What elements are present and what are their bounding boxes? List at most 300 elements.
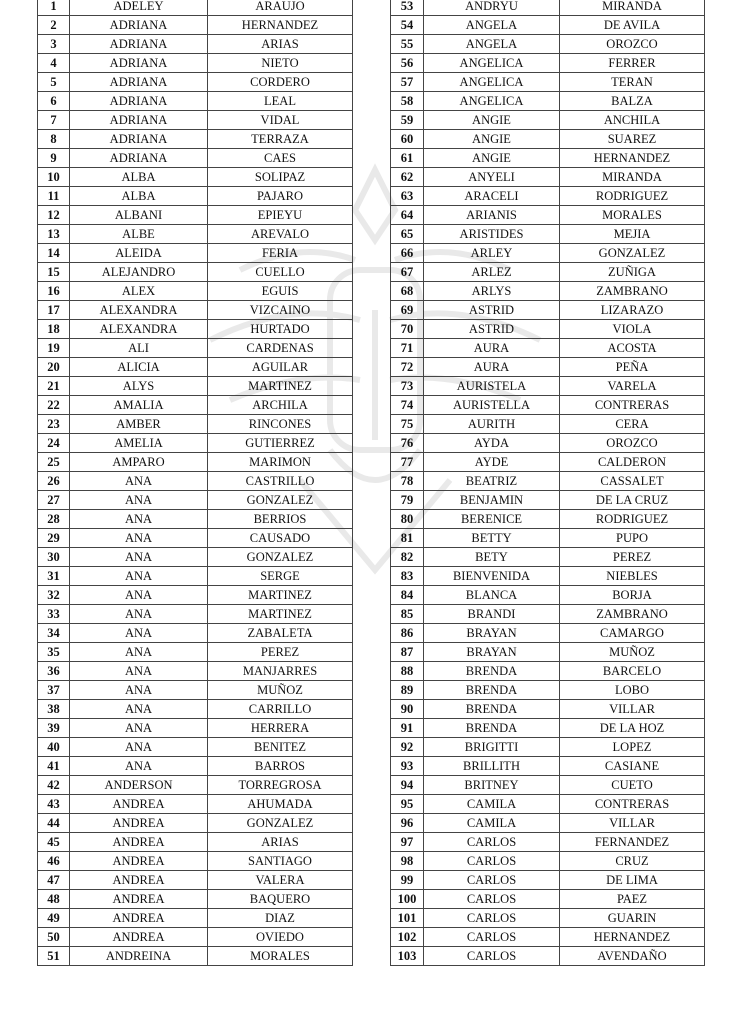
row-number: 37 (38, 681, 70, 700)
table-row (391, 757, 705, 776)
first-name-cell: ANGELA (424, 16, 560, 35)
table-row (391, 833, 705, 852)
last-name-cell: CERA (560, 415, 705, 434)
row-number: 39 (38, 719, 70, 738)
last-name-cell: BARROS (208, 757, 353, 776)
row-number: 21 (38, 377, 70, 396)
last-name-cell: MARTINEZ (208, 377, 353, 396)
last-name-cell: VIZCAINO (208, 301, 353, 320)
first-name-cell: BRENDA (424, 719, 560, 738)
table-row (38, 548, 353, 567)
last-name-cell: CAMARGO (560, 624, 705, 643)
table-row (391, 225, 705, 244)
last-name-cell: HERNANDEZ (560, 928, 705, 947)
last-name-cell: BENITEZ (208, 738, 353, 757)
last-name-cell: CARDENAS (208, 339, 353, 358)
first-name-cell: BETTY (424, 529, 560, 548)
row-number: 87 (391, 643, 424, 662)
first-name-cell: ANA (70, 662, 208, 681)
first-name-cell: ANGELA (424, 35, 560, 54)
last-name-cell: SERGE (208, 567, 353, 586)
table-row (38, 358, 353, 377)
row-number: 86 (391, 624, 424, 643)
first-name-cell: BENJAMIN (424, 491, 560, 510)
table-row (38, 282, 353, 301)
first-name-cell: AYDA (424, 434, 560, 453)
table-row (391, 947, 705, 966)
first-name-cell: ANA (70, 700, 208, 719)
last-name-cell: MUÑOZ (208, 681, 353, 700)
first-name-cell: ADRIANA (70, 16, 208, 35)
row-number: 2 (38, 16, 70, 35)
row-number: 22 (38, 396, 70, 415)
row-number: 41 (38, 757, 70, 776)
last-name-cell: CAES (208, 149, 353, 168)
row-number: 12 (38, 206, 70, 225)
row-number: 40 (38, 738, 70, 757)
row-number: 1 (38, 0, 70, 16)
table-row (391, 700, 705, 719)
table-row (391, 377, 705, 396)
row-number: 44 (38, 814, 70, 833)
table-row (38, 738, 353, 757)
first-name-cell: ALBA (70, 187, 208, 206)
first-name-cell: BRAYAN (424, 624, 560, 643)
last-name-cell: AGUILAR (208, 358, 353, 377)
row-number: 49 (38, 909, 70, 928)
last-name-cell: BALZA (560, 92, 705, 111)
last-name-cell: FERRER (560, 54, 705, 73)
row-number: 48 (38, 890, 70, 909)
row-number: 82 (391, 548, 424, 567)
row-number: 97 (391, 833, 424, 852)
table-row (391, 909, 705, 928)
table-row (38, 491, 353, 510)
first-name-cell: ANDREINA (70, 947, 208, 966)
last-name-cell: HERRERA (208, 719, 353, 738)
row-number: 55 (391, 35, 424, 54)
last-name-cell: RINCONES (208, 415, 353, 434)
last-name-cell: LOPEZ (560, 738, 705, 757)
first-name-cell: ALEIDA (70, 244, 208, 263)
first-name-cell: ANA (70, 567, 208, 586)
table-row (391, 890, 705, 909)
last-name-cell: DE LIMA (560, 871, 705, 890)
first-name-cell: ALBANI (70, 206, 208, 225)
table-row (38, 225, 353, 244)
last-name-cell: ARAUJO (208, 0, 353, 16)
first-name-cell: ANA (70, 510, 208, 529)
last-name-cell: ZAMBRANO (560, 282, 705, 301)
row-number: 25 (38, 453, 70, 472)
first-name-cell: CARLOS (424, 928, 560, 947)
table-row (38, 529, 353, 548)
row-number: 96 (391, 814, 424, 833)
row-number: 24 (38, 434, 70, 453)
first-name-cell: ARLYS (424, 282, 560, 301)
table-row (38, 833, 353, 852)
row-number: 60 (391, 130, 424, 149)
row-number: 16 (38, 282, 70, 301)
table-row (38, 73, 353, 92)
last-name-cell: LIZARAZO (560, 301, 705, 320)
last-name-cell: RODRIGUEZ (560, 187, 705, 206)
table-row (38, 301, 353, 320)
table-row (38, 662, 353, 681)
first-name-cell: BRITNEY (424, 776, 560, 795)
last-name-cell: PEREZ (208, 643, 353, 662)
table-row (38, 415, 353, 434)
row-number: 30 (38, 548, 70, 567)
last-name-cell: MANJARRES (208, 662, 353, 681)
last-name-cell: CONTRERAS (560, 795, 705, 814)
table-row (38, 928, 353, 947)
row-number: 11 (38, 187, 70, 206)
table-row (38, 35, 353, 54)
last-name-cell: CRUZ (560, 852, 705, 871)
row-number: 80 (391, 510, 424, 529)
table-row (38, 586, 353, 605)
row-number: 102 (391, 928, 424, 947)
table-row (391, 73, 705, 92)
first-name-cell: CARLOS (424, 947, 560, 966)
last-name-cell: CASTRILLO (208, 472, 353, 491)
last-name-cell: MEJIA (560, 225, 705, 244)
table-row (391, 206, 705, 225)
table-row (38, 244, 353, 263)
row-number: 29 (38, 529, 70, 548)
table-row (391, 415, 705, 434)
first-name-cell: ALEXANDRA (70, 301, 208, 320)
first-name-cell: ALBA (70, 168, 208, 187)
first-name-cell: ANGIE (424, 130, 560, 149)
first-name-cell: ARIANIS (424, 206, 560, 225)
table-row (38, 149, 353, 168)
row-number: 42 (38, 776, 70, 795)
row-number: 9 (38, 149, 70, 168)
last-name-cell: OVIEDO (208, 928, 353, 947)
last-name-cell: DE LA HOZ (560, 719, 705, 738)
table-row (391, 605, 705, 624)
row-number: 54 (391, 16, 424, 35)
first-name-cell: ALEXANDRA (70, 320, 208, 339)
last-name-cell: MARTINEZ (208, 586, 353, 605)
first-name-cell: ADRIANA (70, 35, 208, 54)
last-name-cell: LEAL (208, 92, 353, 111)
last-name-cell: CARRILLO (208, 700, 353, 719)
first-name-cell: BLANCA (424, 586, 560, 605)
table-row (38, 719, 353, 738)
last-name-cell: AHUMADA (208, 795, 353, 814)
first-name-cell: ANGIE (424, 111, 560, 130)
first-name-cell: AYDE (424, 453, 560, 472)
table-row (391, 624, 705, 643)
row-number: 15 (38, 263, 70, 282)
table-row (38, 757, 353, 776)
table-row (38, 909, 353, 928)
first-name-cell: ANDREA (70, 909, 208, 928)
table-row (391, 491, 705, 510)
table-row (391, 738, 705, 757)
row-number: 92 (391, 738, 424, 757)
first-name-cell: ANA (70, 586, 208, 605)
table-row (38, 54, 353, 73)
table-row (391, 244, 705, 263)
row-number: 17 (38, 301, 70, 320)
last-name-cell: MARIMON (208, 453, 353, 472)
row-number: 88 (391, 662, 424, 681)
row-number: 98 (391, 852, 424, 871)
table-row (391, 548, 705, 567)
table-row (38, 263, 353, 282)
first-name-cell: CARLOS (424, 871, 560, 890)
last-name-cell: CASSALET (560, 472, 705, 491)
last-name-cell: ANCHILA (560, 111, 705, 130)
row-number: 36 (38, 662, 70, 681)
first-name-cell: ARLEZ (424, 263, 560, 282)
first-name-cell: ALI (70, 339, 208, 358)
row-number: 10 (38, 168, 70, 187)
last-name-cell: CALDERON (560, 453, 705, 472)
first-name-cell: BETY (424, 548, 560, 567)
last-name-cell: BORJA (560, 586, 705, 605)
table-row (38, 567, 353, 586)
last-name-cell: CAUSADO (208, 529, 353, 548)
last-name-cell: SUAREZ (560, 130, 705, 149)
row-number: 23 (38, 415, 70, 434)
first-name-cell: ADRIANA (70, 73, 208, 92)
last-name-cell: MARTINEZ (208, 605, 353, 624)
row-number: 77 (391, 453, 424, 472)
last-name-cell: TORREGROSA (208, 776, 353, 795)
last-name-cell: ARCHILA (208, 396, 353, 415)
last-name-cell: VILLAR (560, 700, 705, 719)
last-name-cell: SOLIPAZ (208, 168, 353, 187)
table-row (38, 605, 353, 624)
table-row (38, 453, 353, 472)
table-row (391, 776, 705, 795)
table-row (391, 529, 705, 548)
last-name-cell: NIETO (208, 54, 353, 73)
first-name-cell: ANA (70, 643, 208, 662)
first-name-cell: ARLEY (424, 244, 560, 263)
table-row (38, 434, 353, 453)
row-number: 85 (391, 605, 424, 624)
last-name-cell: ZUÑIGA (560, 263, 705, 282)
row-number: 46 (38, 852, 70, 871)
row-number: 56 (391, 54, 424, 73)
first-name-cell: ARACELI (424, 187, 560, 206)
row-number: 50 (38, 928, 70, 947)
last-name-cell: DE LA CRUZ (560, 491, 705, 510)
row-number: 74 (391, 396, 424, 415)
last-name-cell: PEÑA (560, 358, 705, 377)
row-number: 19 (38, 339, 70, 358)
last-name-cell: HERNANDEZ (208, 16, 353, 35)
first-name-cell: ANA (70, 548, 208, 567)
first-name-cell: ADELEY (70, 0, 208, 16)
row-number: 53 (391, 0, 424, 16)
first-name-cell: AURISTELLA (424, 396, 560, 415)
table-row (391, 814, 705, 833)
first-name-cell: ANDERSON (70, 776, 208, 795)
last-name-cell: VALERA (208, 871, 353, 890)
table-row (391, 301, 705, 320)
first-name-cell: BRILLITH (424, 757, 560, 776)
row-number: 79 (391, 491, 424, 510)
first-name-cell: ADRIANA (70, 92, 208, 111)
first-name-cell: CARLOS (424, 909, 560, 928)
table-row (38, 510, 353, 529)
row-number: 34 (38, 624, 70, 643)
table-row (38, 472, 353, 491)
table-row (391, 453, 705, 472)
table-row (391, 339, 705, 358)
last-name-cell: VILLAR (560, 814, 705, 833)
last-name-cell: VIOLA (560, 320, 705, 339)
table-row (38, 624, 353, 643)
row-number: 51 (38, 947, 70, 966)
first-name-cell: ANDREA (70, 871, 208, 890)
first-name-cell: AURA (424, 358, 560, 377)
last-name-cell: AVENDAÑO (560, 947, 705, 966)
row-number: 45 (38, 833, 70, 852)
last-name-cell: ACOSTA (560, 339, 705, 358)
first-name-cell: ANA (70, 491, 208, 510)
table-row (38, 776, 353, 795)
last-name-cell: BAQUERO (208, 890, 353, 909)
table-row (391, 320, 705, 339)
last-name-cell: MORALES (560, 206, 705, 225)
first-name-cell: AMBER (70, 415, 208, 434)
first-name-cell: ADRIANA (70, 130, 208, 149)
row-number: 61 (391, 149, 424, 168)
last-name-cell: MUÑOZ (560, 643, 705, 662)
last-name-cell: HERNANDEZ (560, 149, 705, 168)
last-name-cell: EGUIS (208, 282, 353, 301)
row-number: 14 (38, 244, 70, 263)
table-row (38, 16, 353, 35)
row-number: 18 (38, 320, 70, 339)
table-row (38, 377, 353, 396)
table-row (38, 111, 353, 130)
row-number: 69 (391, 301, 424, 320)
row-number: 43 (38, 795, 70, 814)
table-row (391, 510, 705, 529)
row-number: 3 (38, 35, 70, 54)
row-number: 78 (391, 472, 424, 491)
table-row (391, 35, 705, 54)
row-number: 26 (38, 472, 70, 491)
table-row (38, 130, 353, 149)
table-row (391, 567, 705, 586)
row-number: 70 (391, 320, 424, 339)
first-name-cell: ANA (70, 681, 208, 700)
last-name-cell: FERNANDEZ (560, 833, 705, 852)
last-name-cell: HURTADO (208, 320, 353, 339)
table-row (38, 320, 353, 339)
table-row (391, 0, 705, 16)
last-name-cell: CORDERO (208, 73, 353, 92)
first-name-cell: CARLOS (424, 890, 560, 909)
first-name-cell: ANGELICA (424, 92, 560, 111)
table-row (38, 814, 353, 833)
first-name-cell: BRANDI (424, 605, 560, 624)
names-table-left (37, 0, 353, 966)
first-name-cell: ANDREA (70, 795, 208, 814)
first-name-cell: CARLOS (424, 852, 560, 871)
last-name-cell: VIDAL (208, 111, 353, 130)
table-row (391, 928, 705, 947)
table-row (391, 168, 705, 187)
last-name-cell: ZABALETA (208, 624, 353, 643)
first-name-cell: ALICIA (70, 358, 208, 377)
table-row (38, 700, 353, 719)
row-number: 99 (391, 871, 424, 890)
first-name-cell: BRIGITTI (424, 738, 560, 757)
row-number: 90 (391, 700, 424, 719)
first-name-cell: ANDREA (70, 852, 208, 871)
row-number: 83 (391, 567, 424, 586)
last-name-cell: MIRANDA (560, 168, 705, 187)
row-number: 71 (391, 339, 424, 358)
table-row (38, 0, 353, 16)
row-number: 65 (391, 225, 424, 244)
last-name-cell: AREVALO (208, 225, 353, 244)
row-number: 59 (391, 111, 424, 130)
last-name-cell: SANTIAGO (208, 852, 353, 871)
last-name-cell: CUELLO (208, 263, 353, 282)
first-name-cell: BRENDA (424, 662, 560, 681)
table-row (38, 187, 353, 206)
last-name-cell: GUARIN (560, 909, 705, 928)
row-number: 62 (391, 168, 424, 187)
first-name-cell: ASTRID (424, 301, 560, 320)
table-row (38, 681, 353, 700)
row-number: 57 (391, 73, 424, 92)
table-row (391, 282, 705, 301)
first-name-cell: ANA (70, 529, 208, 548)
first-name-cell: BRAYAN (424, 643, 560, 662)
table-row (391, 719, 705, 738)
row-number: 76 (391, 434, 424, 453)
row-number: 8 (38, 130, 70, 149)
table-row (391, 871, 705, 890)
row-number: 103 (391, 947, 424, 966)
row-number: 58 (391, 92, 424, 111)
last-name-cell: PAJARO (208, 187, 353, 206)
last-name-cell: CUETO (560, 776, 705, 795)
last-name-cell: GONZALEZ (208, 491, 353, 510)
first-name-cell: BRENDA (424, 700, 560, 719)
last-name-cell: PEREZ (560, 548, 705, 567)
last-name-cell: DE AVILA (560, 16, 705, 35)
row-number: 31 (38, 567, 70, 586)
table-row (391, 852, 705, 871)
last-name-cell: FERIA (208, 244, 353, 263)
row-number: 91 (391, 719, 424, 738)
last-name-cell: BARCELO (560, 662, 705, 681)
first-name-cell: AURISTELA (424, 377, 560, 396)
first-name-cell: AMPARO (70, 453, 208, 472)
row-number: 35 (38, 643, 70, 662)
last-name-cell: GONZALEZ (560, 244, 705, 263)
last-name-cell: ARIAS (208, 35, 353, 54)
table-row (391, 795, 705, 814)
table-row (38, 92, 353, 111)
row-number: 7 (38, 111, 70, 130)
table-row (38, 168, 353, 187)
